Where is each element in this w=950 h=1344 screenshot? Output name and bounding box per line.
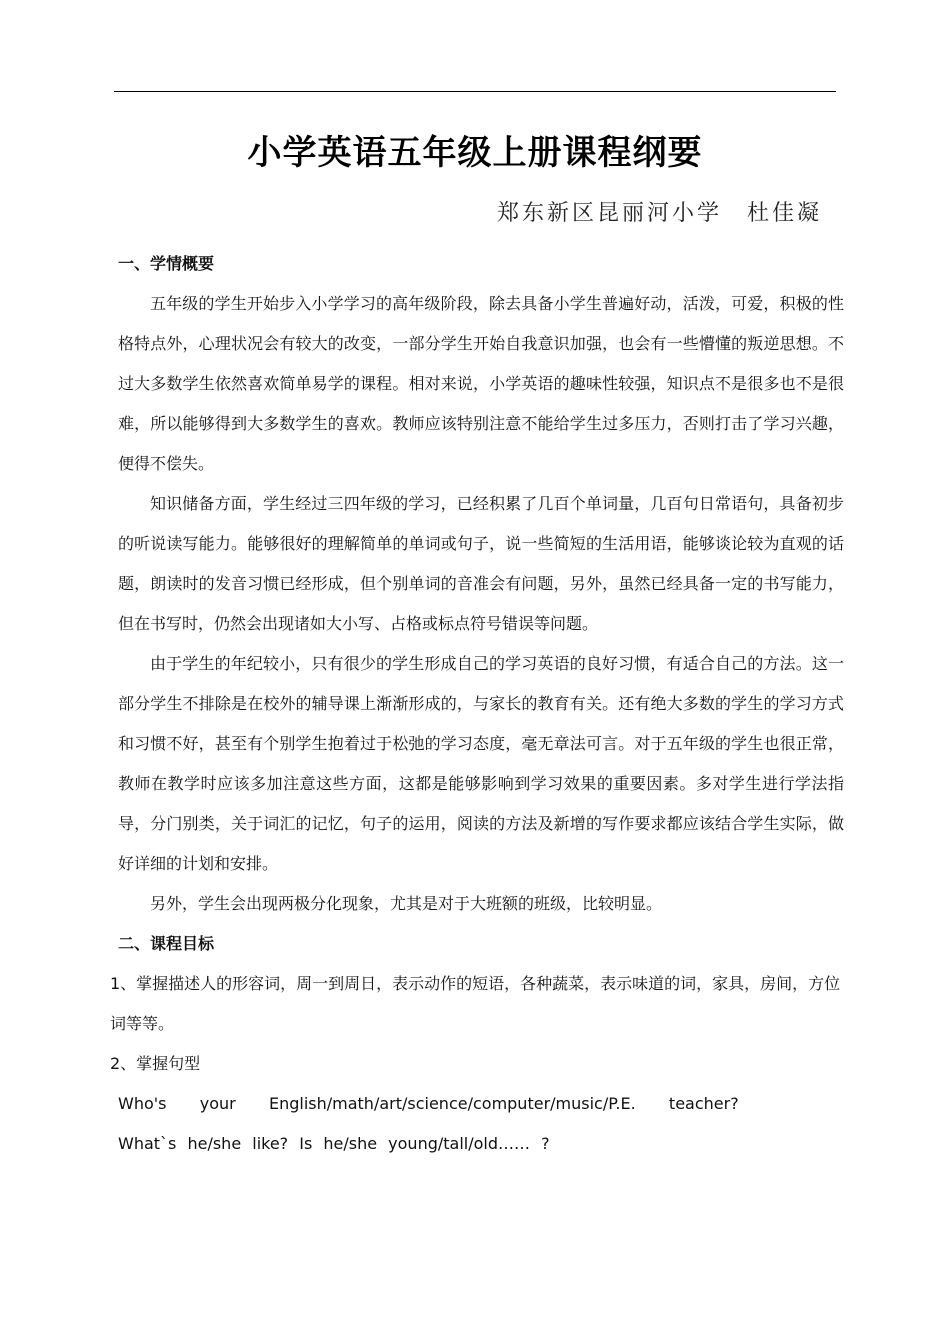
overview-paragraph-3: 由于学生的年纪较小，只有很少的学生形成自己的学习英语的良好习惯，有适合自己的方法。这一部分学生不排除是在校外的辅导课上渐渐形成的，与家长的教育有关。还有绝大多数的学生的学习方式和习惯不好，甚至有个别学生抱着过于松弛的学习态度，毫无章法可言。对于五年级的学生也很正常，教师在教学时应该多加注意这些方面，这都是能够影响到学习效果的重要因素。多对学生进行学法指导，分门别类，关于词汇的记忆，句子的运用，阅读的方法及新增的写作要求都应该结合学生实际，做好详细的计划和安排。 [118,654,844,873]
section-heading-overview: 一、学情概要 [118,254,215,273]
goal-item-2: 2、掌握句型 [110,1054,201,1073]
goal-item-1: 1、掌握描述人的形容词，周一到周日，表示动作的短语，各种蔬菜，表示味道的词，家具，房间，方位词等等。 [110,974,841,1033]
document-body [110,244,844,1164]
author-line: 郑东新区昆丽河小学 杜佳凝 [496,201,822,226]
section-heading-goals: 二、课程目标 [118,934,215,953]
sentence-pattern-2: What`s he/she like? Is he/she young/tall/old…… ? [118,1134,550,1153]
overview-paragraph-2: 知识储备方面，学生经过三四年级的学习，已经积累了几百个单词量，几百句日常语句，具备初步的听说读写能力。能够很好的理解简单的单词或句子，说一些简短的生活用语，能够谈论较为直观的话题，朗读时的发音习惯已经形成，但个别单词的音准会有问题，另外，虽然已经具备一定的书写能力，但在书写时，仍然会出现诸如大小写、占格或标点符号错误等问题。 [118,494,844,633]
page-title: 小学英语五年级上册课程纲要 [247,133,703,173]
overview-paragraph-1: 五年级的学生开始步入小学学习的高年级阶段，除去具备小学生普遍好动，活泼，可爱，积极的性格特点外，心理状况会有较大的改变，一部分学生开始自我意识加强，也会有一些懵懂的叛逆思想。不过大多数学生依然喜欢简单易学的课程。相对来说，小学英语的趣味性较强，知识点不是很多也不是很难，所以能够得到大多数学生的喜欢。教师应该特别注意不能给学生过多压力，否则打击了学习兴趣，便得不偿失。 [118,294,844,473]
sentence-pattern-1: Who's your English/math/art/science/computer/music/P.E. teacher? [118,1094,739,1113]
overview-paragraph-4: 另外，学生会出现两极分化现象，尤其是对于大班额的班级，比较明显。 [150,894,663,913]
header-rule [114,91,836,92]
